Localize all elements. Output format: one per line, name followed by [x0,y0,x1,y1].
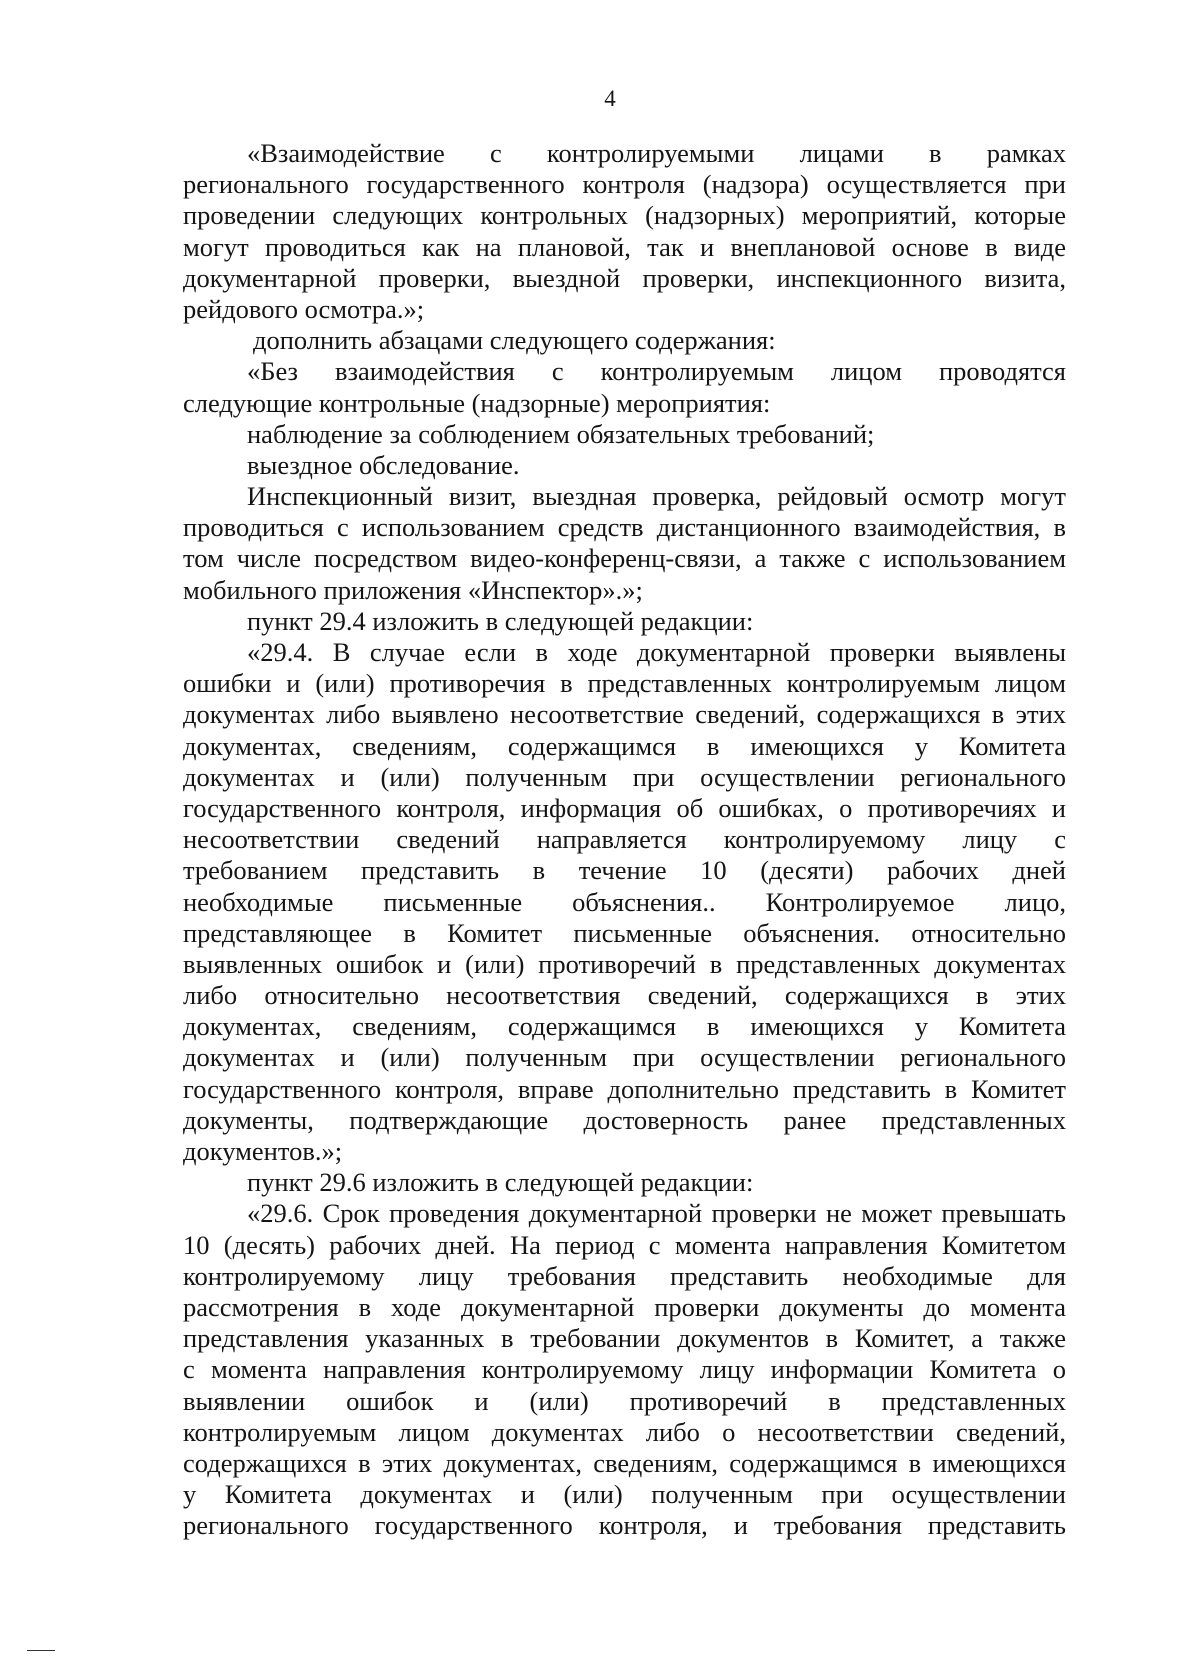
text-line: пункт 29.4 изложить в следующей редакции: [247,605,754,636]
page-number: 4 [604,86,616,111]
text-line: могут проводиться как на плановой, так и внеплановой основе в виде [183,231,1066,262]
text-line: ошибки и (или) противоречия в представленных контролируемым лицом [183,668,1066,699]
text-line: несоответствии сведений направляется контролируемому лицу с [183,824,1066,855]
text-line: документах, сведениям, содержащимся в имеющихся у Комитета [183,730,1066,761]
text-line: «Взаимодействие с контролируемыми лицами в рамках [247,138,1066,168]
text-line: контролируемым лицом документах либо о несоответствии сведений, [183,1416,1066,1447]
text-line: «29.6. Срок проведения документарной проверки не может превышать [247,1198,1066,1229]
text-line: регионального государственного контроля (надзора) осуществляется при [183,169,1066,200]
text-line: у Комитета документах и (или) полученным при осуществлении [183,1479,1066,1510]
page-edge-mark [27,1650,55,1651]
text-line: мобильного приложения «Инспектор».»; [183,574,643,605]
text-line: проведении следующих контрольных (надзорных) мероприятий, которые [183,200,1066,231]
text-line: представляющее в Комитет письменные объяснения. относительно [183,917,1066,948]
text-line: «Без взаимодействия с контролируемым лицом проводятся [247,356,1066,387]
text-line: «29.4. В случае если в ходе документарной проверки выявлены [247,637,1066,667]
text-line: наблюдение за соблюдением обязательных требований; [247,418,875,449]
text-line: документах и (или) полученным при осуществлении регионального [183,1042,1066,1073]
text-line: с момента направления контролируемому лицу информации Комитета о [183,1354,1066,1385]
text-line: выездное обследование. [247,449,520,480]
text-line: дополнить абзацами следующего содержания: [253,325,776,356]
text-line: контролируемому лицу требования представить необходимые для [183,1260,1066,1291]
text-line: регионального государственного контроля, и требования представить [183,1510,1066,1541]
text-line: представления указанных в требовании документов в Комитет, а также [183,1323,1066,1354]
text-line: документах, сведениям, содержащимся в имеющихся у Комитета [183,1011,1066,1042]
text-line: рейдового осмотра.»; [183,293,425,324]
text-line: либо относительно несоответствия сведений, содержащихся в этих [183,980,1066,1011]
text-line: пункт 29.6 изложить в следующей редакции: [247,1167,754,1198]
text-line: документах либо выявлено несоответствие сведений, содержащихся в этих [183,699,1066,730]
text-line: выявленных ошибок и (или) противоречий в представленных документах [183,948,1066,979]
text-line: документарной проверки, выездной проверки, инспекционного визита, [183,262,1066,293]
text-line: государственного контроля, информация об ошибках, о противоречиях и [183,792,1066,823]
text-line: следующие контрольные (надзорные) мероприятия: [183,387,771,418]
text-line: 10 (десять) рабочих дней. На период с момента направления Комитетом [183,1229,1066,1260]
text-line: документов.»; [183,1136,343,1166]
text-line: документы, подтверждающие достоверность ранее представленных [183,1104,1066,1135]
text-line: государственного контроля, вправе дополнительно представить в Комитет [183,1073,1066,1104]
text-line: выявлении ошибок и (или) противоречий в представленных [183,1385,1066,1416]
text-line: требованием представить в течение 10 (десяти) рабочих дней [183,855,1066,886]
text-line: документах и (или) полученным при осуществлении регионального [183,761,1066,792]
text-line: рассмотрения в ходе документарной проверки документы до момента [183,1291,1066,1322]
text-line: том числе посредством видео-конференц-связи, а также с использованием [183,543,1066,574]
text-line: проводиться с использованием средств дистанционного взаимодействия, в [183,512,1066,543]
text-line: Инспекционный визит, выездная проверка, рейдовый осмотр могут [247,481,1066,512]
document-body [183,138,1066,1541]
text-line: необходимые письменные объяснения.. Контролируемое лицо, [183,886,1066,917]
text-line: содержащихся в этих документах, сведениям, содержащимся в имеющихся [183,1447,1066,1478]
